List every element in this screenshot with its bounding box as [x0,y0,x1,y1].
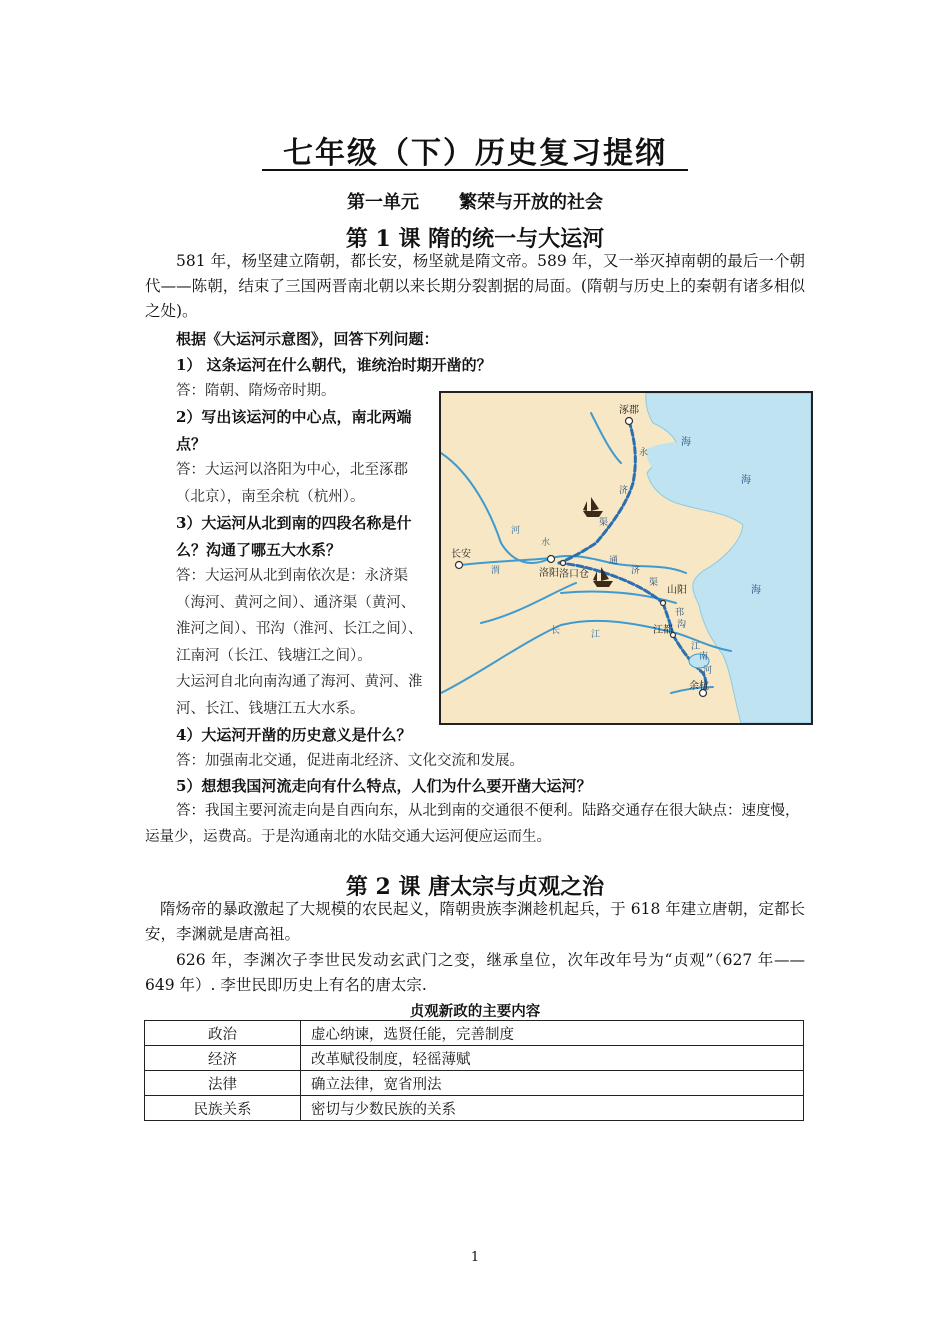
canal-char-tong: 通 [609,556,619,566]
table-value: 确立法律，宽省刑法 [301,1071,804,1096]
qa-left-column [176,404,426,749]
question-3: 3）大运河从北到南的四段名称是什么？沟通了哪五大水系？ [176,514,412,559]
river-char-1: 河 [511,526,521,536]
sea-char-2: 海 [741,475,751,486]
title-underline [262,169,688,171]
table-key: 政治 [145,1021,301,1046]
table-key: 经济 [145,1046,301,1071]
label-changan: 长安 [451,549,471,560]
canal-char-qu: 渠 [599,518,609,528]
canal-char-qu2: 渠 [649,578,659,588]
wei-river [461,558,551,565]
table-value: 改革赋役制度，轻徭薄赋 [301,1046,804,1071]
label-shanyang: 山阳 [667,585,687,596]
answer-5: 答：我国主要河流走向是自西向东，从北到南的交通很不便利。陆路交通存在很大缺点：速度慢，运量少，运费高。于是沟通南北的水陆交通大运河便应运而生。 [145,803,800,845]
river-char-5: 渭 [491,566,501,576]
answer-3-water-systems: 大运河自北向南沟通了海河、黄河、淮河、长江、钱塘江五大水系。 [176,674,423,717]
unit-label: 第一单元 [347,192,419,213]
river-char-4: 水 [541,538,551,548]
policy-table [144,1020,804,1121]
table-key: 法律 [145,1071,301,1096]
han-river [481,583,576,623]
grand-canal-map-svg [441,393,811,723]
lesson2-paragraph-2: 626 年，李渊次子李世民发动玄武门之变，继承皇位，次年改年号为“贞观”（627 年——649 年）. 李世民即历史上有名的唐太宗. [145,951,805,994]
canal-char-han: 邗 [675,608,685,618]
table-key: 民族关系 [145,1096,301,1121]
question-2: 2）写出该运河的中心点，南北两端点？ [176,408,412,453]
lesson1-heading: 第 1 课 隋的统一与大运河 [345,226,605,252]
shanyang-marker [661,601,666,606]
unit-name: 繁荣与开放的社会 [459,192,603,213]
changan-marker [456,562,463,569]
river-char-3: 长 [551,626,561,636]
sea-char-1: 海 [681,437,691,448]
policy-table-title: 贞观新政的主要内容 [409,1003,541,1020]
answer-2: 答：大运河以洛阳为中心，北至涿郡（北京），南至余杭（杭州）。 [176,462,408,505]
label-luoyang: 洛阳 [539,568,559,579]
lesson1-intro: 581 年，杨坚建立隋朝，都长安，杨坚就是隋文帝。589 年，又一举灭掉南朝的最后一个朝代——陈朝，结束了三国两晋南北朝以来长期分裂割据的局面。(隋朝与历史上的秦朝有诸多相似之处)。 [145,252,805,320]
luokoucang-marker [561,561,566,566]
lesson2-paragraph-1: 隋炀帝的暴政激起了大规模的农民起义，隋朝贵族李渊趁机起兵，于 618 年建立唐朝，定都长安，李渊就是唐高祖。 [145,900,805,943]
canal-char-he: 河 [703,666,713,676]
table-value: 密切与少数民族的关系 [301,1096,804,1121]
canal-char-gou: 沟 [677,620,687,630]
north-river [591,413,621,463]
canal-char-ji: 济 [619,486,629,496]
document-title: 七年级（下）历史复习提纲 [283,136,667,171]
canal-char-nan: 南 [699,652,709,662]
sea-area [646,393,811,723]
lesson1-prompt: 根据《大运河示意图》，回答下列问题： [176,330,439,348]
table-row [145,1046,804,1071]
label-yuhang: 余杭 [689,681,709,692]
lesson2-heading: 第 2 课 唐太宗与贞观之治 [345,874,605,900]
page-number: 1 [470,1250,480,1265]
sea-char-3: 海 [751,585,761,596]
luoyang-marker [548,556,555,563]
answer-4: 答：加强南北交通，促进南北经济、文化交流和发展。 [176,753,524,769]
zhuojun-marker [626,418,633,425]
question-1: 1） 这条运河在什么朝代，谁统治时期开凿的？ [176,356,492,374]
unit-heading [0,188,950,214]
canal-char-yong: 永 [639,448,649,458]
table-row [145,1071,804,1096]
canal-char-jiang: 江 [691,642,701,652]
table-row [145,1021,804,1046]
answer-1: 答：隋朝、隋炀帝时期。 [176,383,336,399]
boat-1 [583,497,603,517]
table-value: 虚心纳谏，选贤任能，完善制度 [301,1021,804,1046]
table-row [145,1096,804,1121]
canal-char-ji2: 济 [631,566,641,576]
label-luokoucang: 洛口仓 [559,569,589,580]
label-jiangdu: 江都 [653,625,673,636]
river-char-2: 江 [591,630,601,640]
grand-canal-map [439,391,813,725]
question-5: 5）想想我国河流走向有什么特点，人们为什么要开凿大运河？ [176,777,592,795]
answer-3: 答：大运河从北到南依次是：永济渠（海河、黄河之间）、通济渠（黄河、淮河之间）、邗沟（淮河、长江之间）、江南河（长江、钱塘江之间）。 [176,568,423,664]
question-4: 4）大运河开凿的历史意义是什么？ [176,726,412,744]
label-zhuojun: 涿郡 [619,405,639,416]
